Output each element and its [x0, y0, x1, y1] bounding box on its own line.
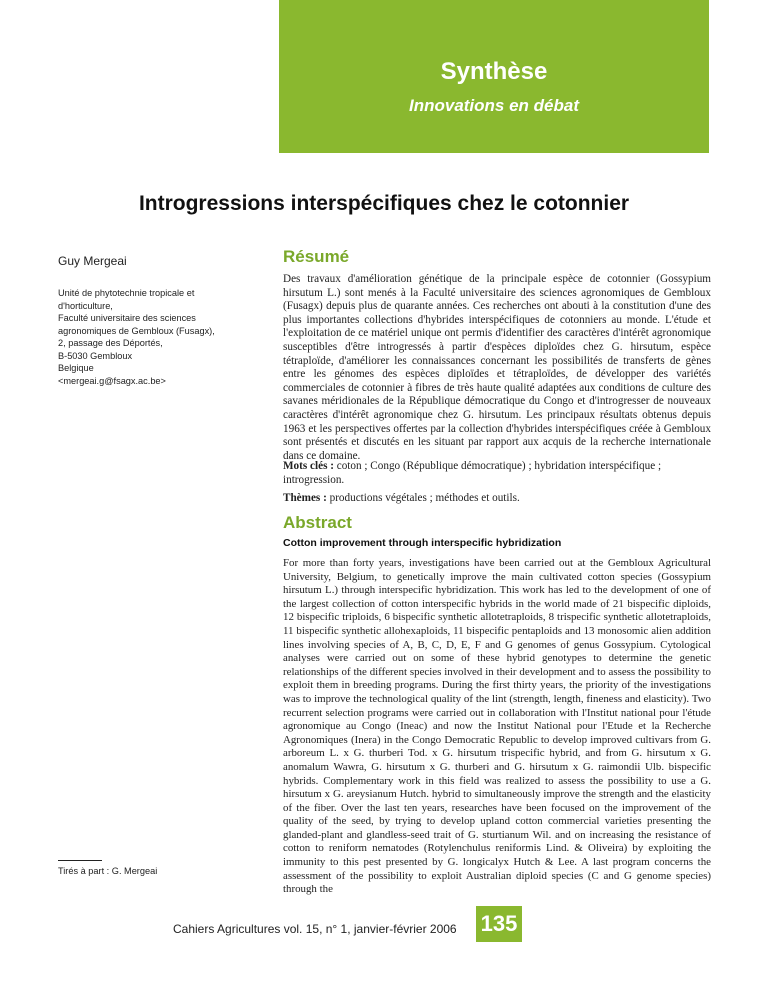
- offprint-note: [58, 866, 157, 876]
- abstract-heading: Abstract: [283, 513, 352, 532]
- resume-body: Des travaux d'amélioration génétique de la principale espèce de cotonnier (Gossypium hirsutum L.) sont menés à la Faculté universitaire des sciences agronomiques de Gembloux (Fusagx) depuis plus de quarante années. Ces recherches ont abouti à la constitution d'une des plus importantes collections d'hybrides interspécifiques de cotonniers au monde. L'étude et l'exploitation de ce matériel unique ont permis d'identifier des caractères d'intérêt agronomique susceptibles d'être introgressés à partir d'espèces diploïdes chez G. hirsutum, espèce tétraploïde, d'améliorer les connaissances concernant les possibilités de transferts de gènes entre les génomes des espèces diploïdes et tétraploïdes, de développer des variétés commerciales de cotonnier à fibres de très haute qualité adaptées aux conditions de culture des savanes méridionales de la République démocratique du Congo et d'introgresser de nouveaux caractères d'intérêt agronomique chez G. hirsutum. Les principaux résultats obtenus depuis 1963 et les perspectives offertes par la collection d'hybrides interspécifiques créée à Gembloux sont présentés et discutés en les situant par rapport aux acquis de la recherche internationale dans ce domaine.: [283, 273, 711, 462]
- page-number: 135: [476, 906, 522, 942]
- keywords-label: Mots clés :: [283, 460, 334, 472]
- journal-citation: Cahiers Agricultures vol. 15, n° 1, janvier-février 2006: [173, 922, 457, 936]
- affiliation-line: B-5030 Gembloux: [58, 350, 133, 361]
- affiliation-line: d'horticulture,: [58, 300, 113, 311]
- affiliation-line: Unité de phytotechnie tropicale et: [58, 288, 195, 298]
- article-title: Introgressions interspécifiques chez le cotonnier: [138, 192, 630, 215]
- affiliation-line: Belgique: [58, 363, 94, 373]
- section-banner: [279, 0, 709, 153]
- themes: [283, 492, 711, 506]
- section-title: Synthèse: [440, 58, 548, 85]
- keywords-text: coton ; Congo (République démocratique) ; hybridation interspécifique ; introgression.: [283, 460, 662, 486]
- affiliation-line: agronomiques de Gembloux (Fusagx),: [58, 325, 215, 336]
- offprint-label: Tirés à part :: [58, 866, 110, 876]
- author-email[interactable]: <mergeai.g@fsagx.ac.be>: [58, 375, 166, 386]
- author-affiliation: [58, 287, 263, 387]
- affiliation-line: Faculté universitaire des sciences: [58, 313, 196, 323]
- section-subtitle: Innovations en débat: [408, 96, 580, 115]
- keywords: [283, 460, 711, 487]
- themes-text: productions végétales ; méthodes et outils.: [329, 492, 520, 504]
- resume-heading: Résumé: [283, 247, 350, 266]
- author-name: Guy Mergeai: [58, 254, 127, 268]
- affiliation-line: 2, passage des Déportés,: [58, 338, 163, 348]
- abstract-subtitle: Cotton improvement through interspecific hybridization: [283, 537, 562, 549]
- themes-label: Thèmes :: [283, 492, 327, 504]
- abstract-body: For more than forty years, investigations have been carried out at the Gembloux Agricultural University, Belgium, to genetically improve the main cultivated cotton species (Gossypium hirsutum L.) through interspecific hybridization. This work has led to the development of one of the largest collection of cotton interspecific hybrids in the world made of 21 bispecific diploids, 12 bispecific triploids, 6 bispecific synthetic allotetraploids, 8 trispecific synthetic allotetraploids, 11 bispecific synthetic allohexaploids, 11 bispecific pentaploids and 13 monosomic alien addition lines involving species of A, B, C, D, E, F and G genomes of genus Gossypium. Cytological analyses were carried out on some of these hybrid genotypes to determine the genetic relationships of the different species involved in their development and to assess the possibility to exploit them in breeding programs. During the first thirty years, the priority of the investigations was to improve the technological quality of the lint (strength, length, fineness and elasticity). Two recurrent selection programs were carried out in collaboration with l'Institut national pour l'étude agronomique au Congo (Ineac) and now the Institut National pour l'Etude et la Recherche Agronomiques (Inera) in the Congo Democratic Republic to develop improved cultivars from G. arboreum L. x G. thurberi Tod. x G. hirsutum trispecific hybrid, and from G. hirsutum x G. anomalum Wawra, G. hirsutum x G. thurberi and G. hirsutum x G. raimondii Ulb. bispecific hybrids. Complementary work in this field was realized to assess the possibility to use a G. hirsutum x G. areysianum Hutch. hybrid to simultaneously improve the strength and the elasticity of the fiber. Over the last ten years, researches have been focused on the improvement of the quality of the seed, by trying to develop upland cotton commercial varieties presenting the glanded-plant and glandless-seed trait of G. sturtianum Wil. and on increasing the resistance of cotton to reniform nematodes (Rotylenchulus reniformis Lind. & Oliveira) by exploiting the immunity to this pest presented by G. longicalyx Hutch & Lee. A last program concerns the assessment of the possibility to exploit Australian diploid species (C and G genome species) through the: [283, 557, 711, 896]
- offprint-divider: [58, 860, 102, 861]
- offprint-name: G. Mergeai: [111, 866, 158, 876]
